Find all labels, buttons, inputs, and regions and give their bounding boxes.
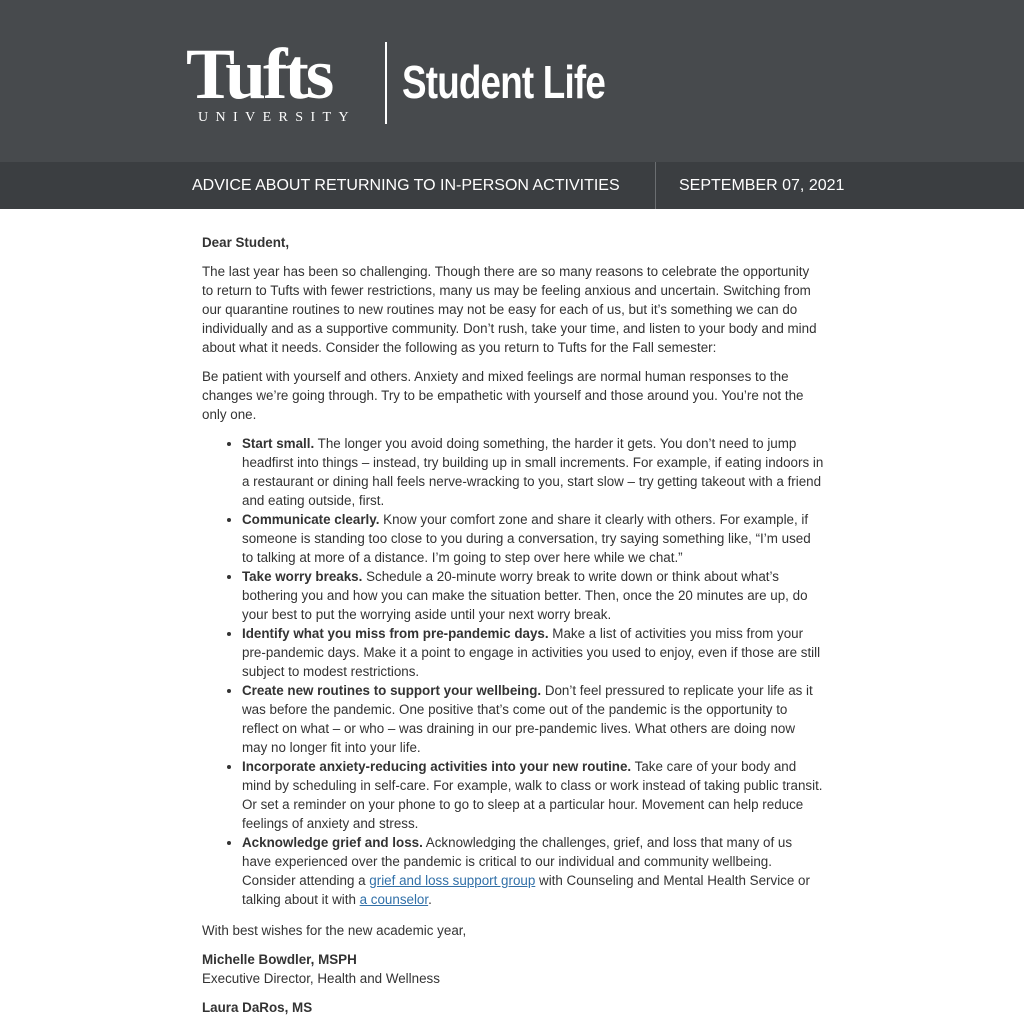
tip-text: Acknowledging the challenges, grief, and loss that many of us have experienced over the pandemic is critical to our individual and community wellbeing. Consider attending a [242, 835, 793, 888]
list-item [242, 510, 824, 567]
tip-text: The longer you avoid doing something, the harder it gets. You don’t need to jump headfirst into things – instead, try building up in small increments. For example, if eating indoors in a restaurant or dining hall feels nerve-wracking to you, start slow – try getting takeout with a friend and eating outside, first. [242, 436, 824, 508]
list-item [242, 757, 824, 833]
tip-heading: Acknowledge grief and loss. [242, 835, 423, 850]
signature-block [202, 950, 824, 988]
tip-heading: Create new routines to support your wellbeing. [242, 683, 542, 698]
tip-heading: Identify what you miss from pre-pandemic days. [242, 626, 549, 641]
signature-title: Executive Director, Health and Wellness [202, 971, 440, 986]
tips-list [202, 434, 824, 909]
signature-block [202, 998, 824, 1017]
counselor-link[interactable]: a counselor [359, 892, 429, 907]
closing-line: With best wishes for the new academic year, [202, 923, 467, 938]
list-item [242, 434, 824, 510]
greeting: Dear Student, [202, 235, 290, 250]
patience-paragraph: Be patient with yourself and others. Anxiety and mixed feelings are normal human responses to the changes we’re going through. Try to be empathetic with yourself and those around you. You’re not the only one. [202, 369, 804, 422]
tip-heading: Start small. [242, 436, 315, 451]
logo-wordmark: Tufts [186, 34, 332, 114]
list-item [242, 833, 824, 909]
intro-paragraph: The last year has been so challenging. Though there are so many reasons to celebrate the opportunity to return to Tufts with fewer restrictions, many us may be feeling anxious and uncertain. Switching from our quarantine routines to new routines may not be easy for each of us, but it’s something we can do individually and as a supportive community. Don’t rush, take your time, and listen to your body and mind about what it needs. Consider the following as you return to Tufts for the Fall semester: [202, 264, 817, 355]
signature-name: Laura DaRos, MS [202, 1000, 313, 1015]
tip-text: Don’t feel pressured to replicate your life as it was before the pandemic. One positive that’s come out of the pandemic is the opportunity to reflect on what – or who – was draining in our pre-pandemic lives. What others are doing now may no longer fit into your life. [242, 683, 813, 755]
tip-text: Make a list of activities you miss from your pre-pandemic days. Make it a point to engage in activities you used to enjoy, even if those are still subject to modest restrictions. [242, 626, 821, 679]
tip-heading: Take worry breaks. [242, 569, 363, 584]
logo-divider [385, 42, 387, 124]
tip-text: . [428, 892, 432, 907]
tip-heading: Communicate clearly. [242, 512, 380, 527]
message-date: SEPTEMBER 07, 2021 [679, 177, 845, 194]
tip-heading: Incorporate anxiety-reducing activities into your new routine. [242, 759, 632, 774]
list-item [242, 567, 824, 624]
title-bar-divider [655, 162, 656, 209]
title-bar [0, 162, 1024, 209]
signature-name: Michelle Bowdler, MSPH [202, 952, 357, 967]
logo-unit-name: Student Life [402, 56, 606, 108]
letter-body [202, 233, 824, 1024]
list-item [242, 681, 824, 757]
logo-subtitle: UNIVERSITY [198, 110, 356, 125]
list-item [242, 624, 824, 681]
tip-text: Take care of your body and mind by scheduling in self-care. For example, walk to class or work instead of taking public transit. Or set a reminder on your phone to go to sleep at a particular hour. Movement can help reduce feelings of anxiety and stress. [242, 759, 823, 831]
tip-text: Schedule a 20-minute worry break to write down or think about what’s bothering you and how you can make the situation better. Then, once the 20 minutes are up, do your best to put the worrying aside until your next worry break. [242, 569, 808, 622]
email-header [0, 0, 1024, 162]
tip-text: Know your comfort zone and share it clearly with others. For example, if someone is standing too close to you during a conversation, try saying something like, “I’m used to talking at more of a distance. I’m going to step over here while we chat.” [242, 512, 811, 565]
tip-text: with Counseling and Mental Health Service or talking about it with [242, 873, 810, 907]
message-title: ADVICE ABOUT RETURNING TO IN-PERSON ACTIVITIES [192, 177, 620, 194]
grief-support-group-link[interactable]: grief and loss support group [369, 873, 536, 888]
